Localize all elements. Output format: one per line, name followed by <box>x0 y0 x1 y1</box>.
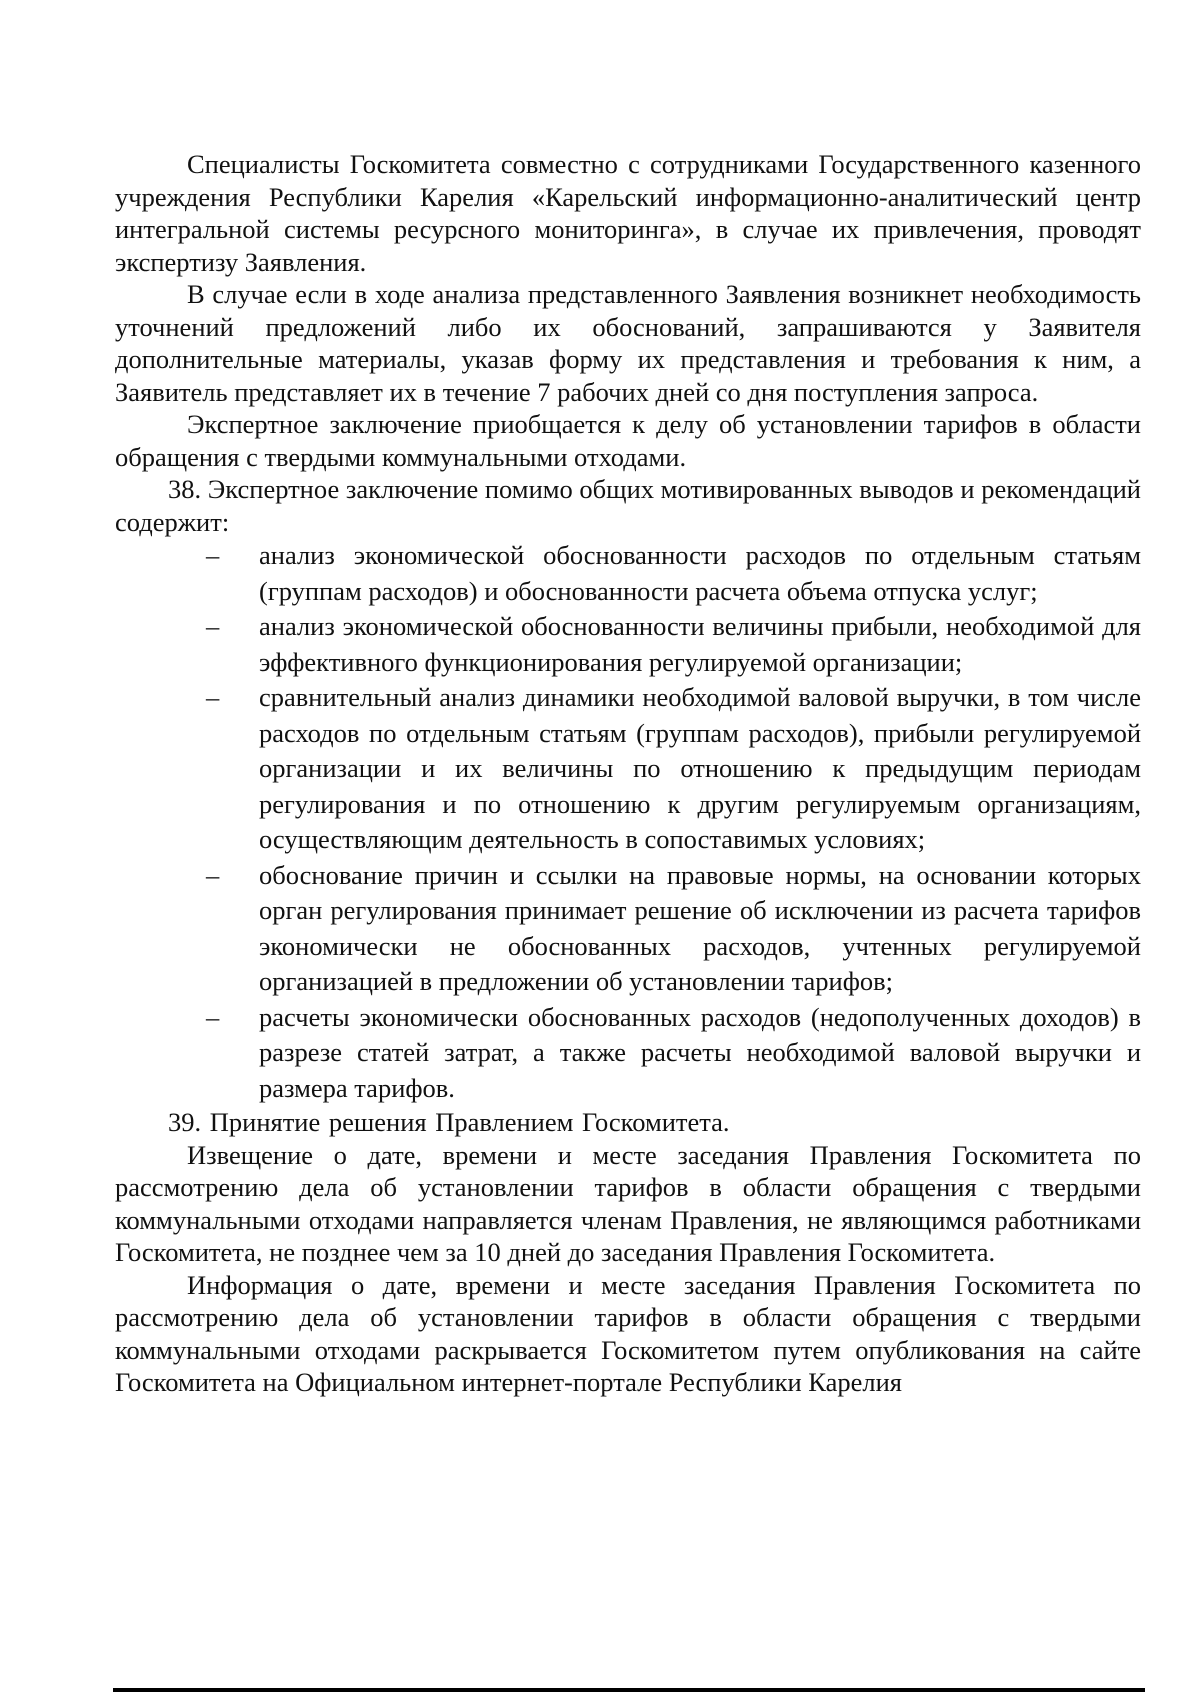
list-item-text: обоснование причин и ссылки на правовые нормы, на основании которых орган регулирования принимает решение об исключении из расчета тарифов экономически не обоснованных расходов, учтенных регулируемой организацией в предложении об установлении тарифов; <box>259 859 1141 996</box>
paragraph-expert-conclusion: Экспертное заключение приобщается к делу об установлении тарифов в области обращения с твердыми коммунальными отходами. <box>115 409 1141 472</box>
dash-bullet: – <box>206 682 220 712</box>
clause-39: 39. Принятие решения Правлением Госкомитета. <box>168 1107 730 1137</box>
dash-bullet: – <box>206 1001 220 1032</box>
clause-38: 38. Экспертное заключение помимо общих мотивированных выводов и рекомендаций содержит: <box>115 474 1141 537</box>
list-item <box>115 538 1141 609</box>
page-bottom-rule <box>113 1688 1145 1692</box>
dash-bullet: – <box>206 611 220 641</box>
paragraph-experts: Специалисты Госкомитета совместно с сотрудниками Государственного казенного учреждения Республики Карелия «Карельский информационно-аналитический центр интегральной системы ресурсного мониторинга», в случае их привлечения, проводят экспертизу Заявления. <box>115 149 1141 277</box>
list-item-text: анализ экономической обоснованности расходов по отдельным статьям (группам расходов) и обоснованности расчета объема отпуска услуг; <box>259 540 1141 606</box>
conclusion-contents-list <box>115 538 1141 1106</box>
list-item <box>115 609 1141 680</box>
paragraph-meeting-publication: Информация о дате, времени и месте заседания Правления Госкомитета по рассмотрению дела об установлении тарифов в области обращения с твердыми коммунальными отходами раскрывается Госкомитетом путем опубликования на сайте Госкомитета на Официальном интернет-портале Республики Карелия <box>115 1269 1141 1397</box>
list-item <box>115 858 1141 1000</box>
list-item <box>115 1000 1141 1107</box>
document-body <box>115 148 1141 1399</box>
paragraph-meeting-notice: Извещение о дате, времени и месте заседания Правления Госкомитета по рассмотрению дела об установлении тарифов в области обращения с твердыми коммунальными отходами направляется членам Правления, не являющимся работниками Госкомитета, не позднее чем за 10 дней до заседания Правления Госкомитета. <box>115 1139 1141 1267</box>
list-item-text: расчеты экономически обоснованных расходов (недополученных доходов) в разрезе статей затрат, а также расчеты необходимой валовой выручки и размера тарифов. <box>259 1001 1141 1103</box>
list-item-text: сравнительный анализ динамики необходимой валовой выручки, в том числе расходов по отдельным статьям (группам расходов), прибыли регулируемой организации и их величины по отношению к предыдущим периодам регулирования и по отношению к другим регулируемым организациям, осуществляющим деятельность в сопоставимых условиях; <box>259 682 1141 854</box>
list-item <box>115 680 1141 858</box>
dash-bullet: – <box>206 540 220 570</box>
paragraph-clarification: В случае если в ходе анализа представленного Заявления возникнет необходимость уточнений предложений либо их обоснований, запрашиваются у Заявителя дополнительные материалы, указав форму их представления и требования к ним, а Заявитель представляет их в течение 7 рабочих дней со дня поступления запроса. <box>115 279 1141 407</box>
list-item-text: анализ экономической обоснованности величины прибыли, необходимой для эффективного функционирования регулируемой организации; <box>259 611 1141 677</box>
dash-bullet: – <box>206 859 220 890</box>
